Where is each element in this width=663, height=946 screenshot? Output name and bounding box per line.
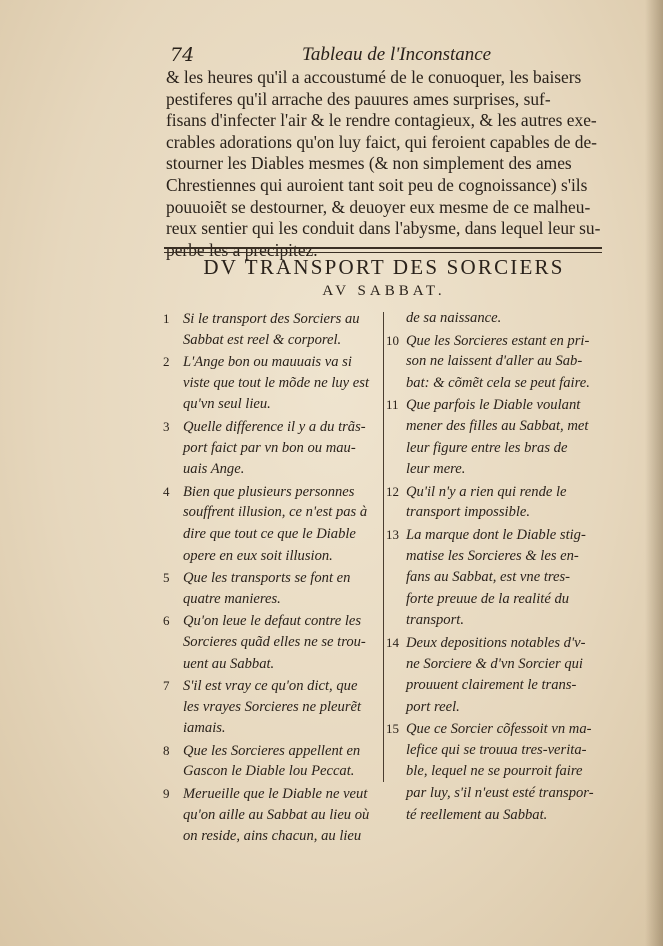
body-paragraph	[166, 66, 600, 260]
summary-item-number: 3	[163, 418, 170, 434]
body-line: perbe les a precipitez.	[166, 239, 318, 260]
summary-line	[163, 740, 381, 762]
summary-item-text: on reside, ains chacun, au lieu	[183, 828, 362, 845]
summary-item-number: 8	[163, 742, 170, 758]
summary-item-text: Sorcieres quãd elles ne se trou-	[183, 633, 366, 650]
summary-item-text: leur mere.	[406, 461, 466, 478]
running-title: Tableau de l'Inconstance	[302, 44, 492, 65]
summary-item-number: 14	[386, 634, 399, 650]
summary-line	[386, 438, 604, 460]
summary-line	[386, 546, 604, 568]
summary-line	[386, 308, 604, 330]
summary-line	[163, 654, 381, 676]
summary-line	[163, 589, 381, 611]
summary-item-text: prouuent clairement le trans-	[406, 677, 577, 694]
summary-item-text: La marque dont le Diable stig-	[406, 526, 586, 543]
summary-left-column	[163, 308, 381, 848]
summary-line	[163, 416, 381, 438]
summary-line	[163, 632, 381, 654]
summary-line	[163, 567, 381, 589]
summary-item-text: L'Ange bon ou mauuais va si	[183, 354, 352, 371]
summary-item-number: 2	[163, 354, 170, 370]
summary-line	[163, 675, 381, 697]
summary-item-number: 5	[163, 570, 170, 586]
summary-item-text: de sa naissance.	[406, 310, 502, 326]
summary-line	[386, 589, 604, 611]
summary-item-text: Deux depositions notables d'v-	[406, 634, 586, 651]
summary-item-text: lefice qui se trouua tres-verita-	[406, 741, 587, 758]
summary-line	[163, 546, 381, 568]
summary-line	[386, 783, 604, 805]
summary-line	[386, 567, 604, 589]
summary-line	[386, 416, 604, 438]
summary-item-text: viste que tout le mõde ne luy est	[183, 374, 370, 391]
body-line: pouuoiẽt se destourner, & deuoyer eux mesme de ce malheu-	[166, 196, 591, 217]
summary-item-text: matise les Sorcieres & les en-	[406, 547, 579, 564]
summary-right-column	[386, 308, 604, 826]
summary-item-text: uent au Sabbat.	[183, 655, 275, 672]
summary-line	[386, 740, 604, 762]
summary-item-number: 15	[386, 721, 399, 737]
summary-item-number: 10	[386, 332, 399, 348]
summary-item-number: 11	[386, 397, 399, 413]
summary-line	[386, 481, 604, 503]
summary-line	[386, 654, 604, 676]
summary-item-text: forte preuue de la realité du	[406, 590, 570, 607]
summary-line	[163, 459, 381, 481]
summary-item-text: son ne laissent d'aller au Sab-	[406, 353, 583, 370]
section-title: DV TRANSPORT DES SORCIERS	[203, 255, 565, 279]
column-divider	[383, 312, 384, 782]
summary-item-text: transport.	[406, 612, 464, 629]
summary-item-text: mener des filles au Sabbat, met	[406, 417, 589, 434]
summary-item-text: iamais.	[183, 720, 226, 737]
summary-item-text: Merueille que le Diable ne veut	[183, 786, 368, 803]
summary-item-number: 1	[163, 311, 170, 326]
summary-item-text: bat: & cõmẽt cela se peut faire.	[406, 374, 590, 391]
section-rule	[164, 247, 602, 253]
summary-line	[163, 308, 381, 330]
summary-item-text: Gascon le Diable lou Peccat.	[183, 763, 355, 780]
summary-line	[386, 524, 604, 546]
summary-line	[386, 675, 604, 697]
summary-line	[386, 394, 604, 416]
summary-item-text: quatre manieres.	[183, 590, 281, 607]
summary-line	[163, 761, 381, 783]
summary-item-text: Quelle difference il y a du trãs-	[183, 418, 366, 435]
summary-line	[386, 632, 604, 654]
summary-item-text: dire que tout ce que le Diable	[183, 525, 356, 542]
summary-line	[163, 524, 381, 546]
summary-item-number: 9	[163, 786, 170, 802]
page-number: 74	[170, 44, 195, 66]
summary-item-number: 6	[163, 613, 170, 629]
summary-item-text: qu'on aille au Sabbat au lieu où	[183, 806, 370, 823]
summary-line	[386, 805, 604, 827]
summary-item-text: Si le transport des Sorciers au	[183, 311, 360, 327]
summary-item-text: fans au Sabbat, est vne tres-	[406, 569, 571, 586]
summary-item-text: ne Sorciere & d'vn Sorcier qui	[406, 655, 583, 672]
summary-line	[163, 502, 381, 524]
summary-item-number: 12	[386, 483, 399, 499]
body-line: reux sentier qui les conduit dans l'abysme, dans lequel leur su-	[166, 218, 601, 239]
summary-line	[163, 481, 381, 503]
summary-item-number: 4	[163, 483, 170, 499]
summary-line	[163, 805, 381, 827]
summary-line	[386, 697, 604, 719]
body-line: & les heures qu'il a accoustumé de le conuoquer, les baisers	[166, 67, 582, 87]
page-gutter-shadow	[645, 0, 663, 946]
summary-item-text: té reellement au Sabbat.	[406, 806, 548, 823]
summary-item-text: S'il est vray ce qu'on dict, que	[183, 678, 358, 695]
summary-item-text: Sabbat est reel & corporel.	[183, 331, 342, 348]
summary-item-number: 7	[163, 678, 170, 694]
summary-item-text: uais Ange.	[183, 461, 245, 478]
summary-line	[163, 783, 381, 805]
body-line: Chrestiennes qui auroient tant soit peu de cognoissance) s'ils	[166, 174, 588, 195]
summary-item-text: les vrayes Sorcieres ne pleurẽt	[183, 698, 362, 715]
summary-line	[386, 373, 604, 395]
summary-line	[163, 373, 381, 395]
body-line: crables adorations qu'on luy faict, qui feroient capables de de-	[166, 131, 597, 152]
body-line: stourner les Diables mesmes (& non simplement des ames	[166, 153, 572, 174]
summary-line	[163, 610, 381, 632]
summary-item-text: Que les Sorcieres appellent en	[183, 742, 361, 759]
summary-line	[386, 330, 604, 352]
summary-item-text: Qu'on leue le defaut contre les	[183, 613, 362, 630]
summary-line	[163, 718, 381, 740]
summary-line	[163, 330, 381, 352]
summary-item-number: 13	[386, 526, 399, 542]
summary-line	[386, 610, 604, 632]
body-line: pestiferes qu'il arrache des pauures ames surprises, suf-	[166, 88, 551, 109]
summary-item-text: opere en eux soit illusion.	[183, 547, 333, 564]
summary-item-text: Bien que plusieurs personnes	[183, 483, 355, 500]
summary-line	[163, 826, 381, 848]
summary-line	[163, 438, 381, 460]
summary-line	[386, 459, 604, 481]
summary-item-text: port faict par vn bon ou mau-	[183, 439, 356, 456]
summary-item-text: qu'vn seul lieu.	[183, 396, 271, 413]
body-line: fisans d'infecter l'air & le rendre contagieux, & les autres exe-	[166, 110, 597, 131]
summary-item-text: par luy, s'il n'eust esté transpor-	[406, 785, 594, 802]
summary-line	[163, 351, 381, 373]
summary-item-text: Que les transports se font en	[183, 570, 351, 587]
summary-item-text: Que ce Sorcier cõfessoit vn ma-	[406, 721, 592, 738]
summary-item-text: Que parfois le Diable voulant	[406, 397, 581, 414]
summary-line	[386, 502, 604, 524]
summary-line	[163, 697, 381, 719]
summary-item-text: ble, lequel ne se pourroit faire	[406, 763, 583, 780]
summary-item-text: souffrent illusion, ce n'est pas à	[183, 504, 368, 521]
summary-item-text: leur figure entre les bras de	[406, 439, 568, 456]
summary-line	[386, 351, 604, 373]
summary-line	[163, 394, 381, 416]
summary-item-text: Que les Sorcieres estant en pri-	[406, 332, 590, 349]
section-subtitle: AV SABBAT.	[322, 283, 446, 299]
summary-item-text: transport impossible.	[406, 504, 531, 521]
summary-item-text: Qu'il n'y a rien qui rende le	[406, 483, 567, 500]
page-header	[170, 44, 500, 68]
summary-line	[386, 718, 604, 740]
summary-line	[386, 761, 604, 783]
summary-item-text: port reel.	[406, 698, 460, 715]
